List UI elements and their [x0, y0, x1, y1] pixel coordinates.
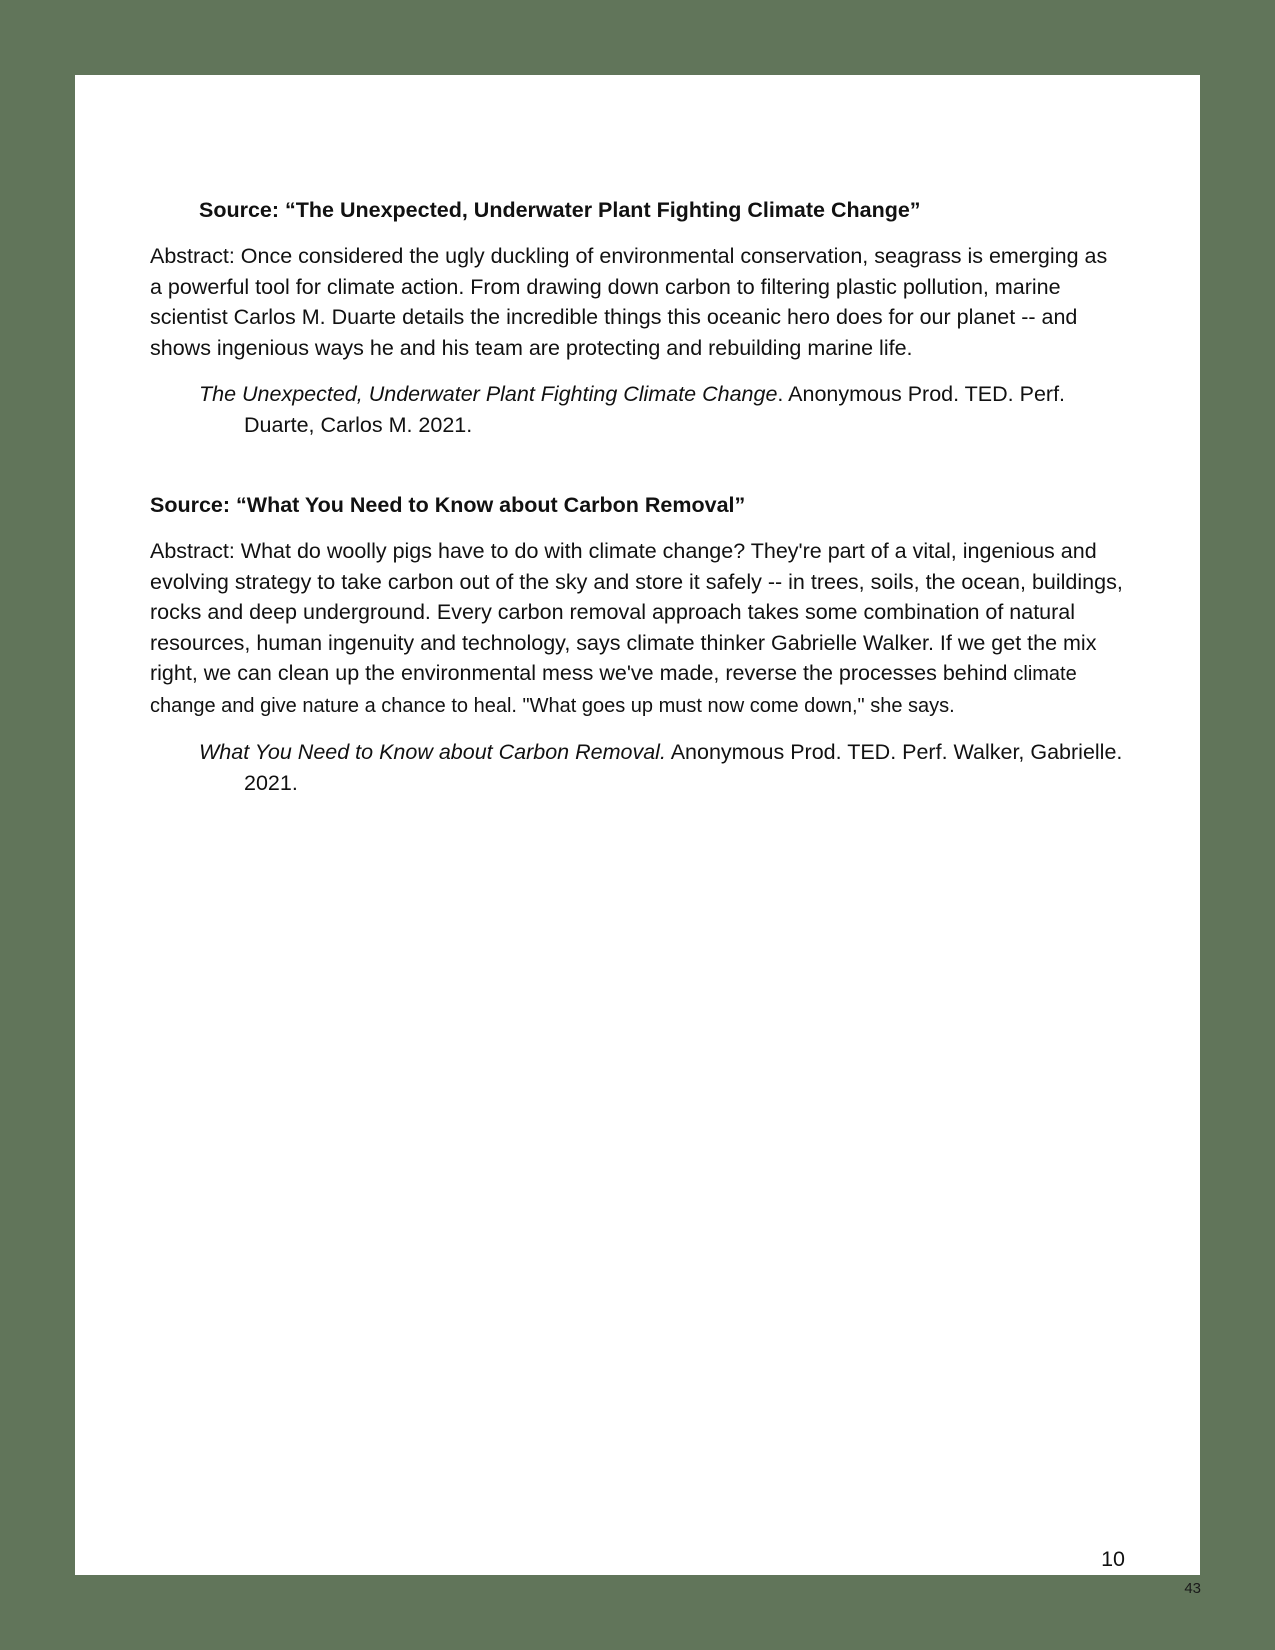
abstract-2-tail: climate change and give nature a chance to heal. "What goes up must now come down," she says. — [150, 663, 1077, 717]
citation-1 — [150, 379, 1125, 440]
citation-1-details: . Anonymous Prod. TED. Perf. Duarte, Carlos M. 2021. — [244, 382, 1066, 437]
citation-2-details: Anonymous Prod. TED. Perf. Walker, Gabrielle. 2021. — [244, 740, 1123, 795]
document-page — [75, 75, 1200, 1575]
abstract-2-text: Abstract: What do woolly pigs have to do with climate change? They're part of a vital, ingenious and evolving strategy to take carbon out of the sky and store it safely -- in trees, soils, the ocean, buildings, rocks and deep underground. Every carbon removal approach takes some combination of natural resources, human ingenuity and technology, says climate thinker Gabrielle Walker. If we get the mix right, we can clean up the environmental mess we've made, reverse the processes behind — [150, 539, 1123, 685]
citation-2 — [150, 737, 1125, 798]
source-heading-2: Source: “What You Need to Know about Carbon Removal” — [150, 493, 746, 517]
page-number: 10 — [1101, 1547, 1125, 1571]
outer-page-number: 43 — [1184, 1580, 1201, 1597]
citation-2-title: What You Need to Know about Carbon Removal. — [199, 740, 666, 764]
section-spacer — [150, 440, 1125, 490]
citation-1-title: The Unexpected, Underwater Plant Fighting Climate Change — [199, 382, 778, 406]
page-content — [150, 195, 1125, 798]
abstract-2 — [150, 536, 1125, 721]
abstract-1 — [150, 241, 1125, 363]
source-heading-1: Source: “The Unexpected, Underwater Plant Fighting Climate Change” — [199, 198, 921, 222]
abstract-1-text: Abstract: Once considered the ugly duckling of environmental conservation, seagrass is emerging as a powerful tool for climate action. From drawing down carbon to filtering plastic pollution, marine scientist Carlos M. Duarte details the incredible things this oceanic hero does for our planet -- and shows ingenious ways he and his team are protecting and rebuilding marine life. — [150, 244, 1108, 360]
